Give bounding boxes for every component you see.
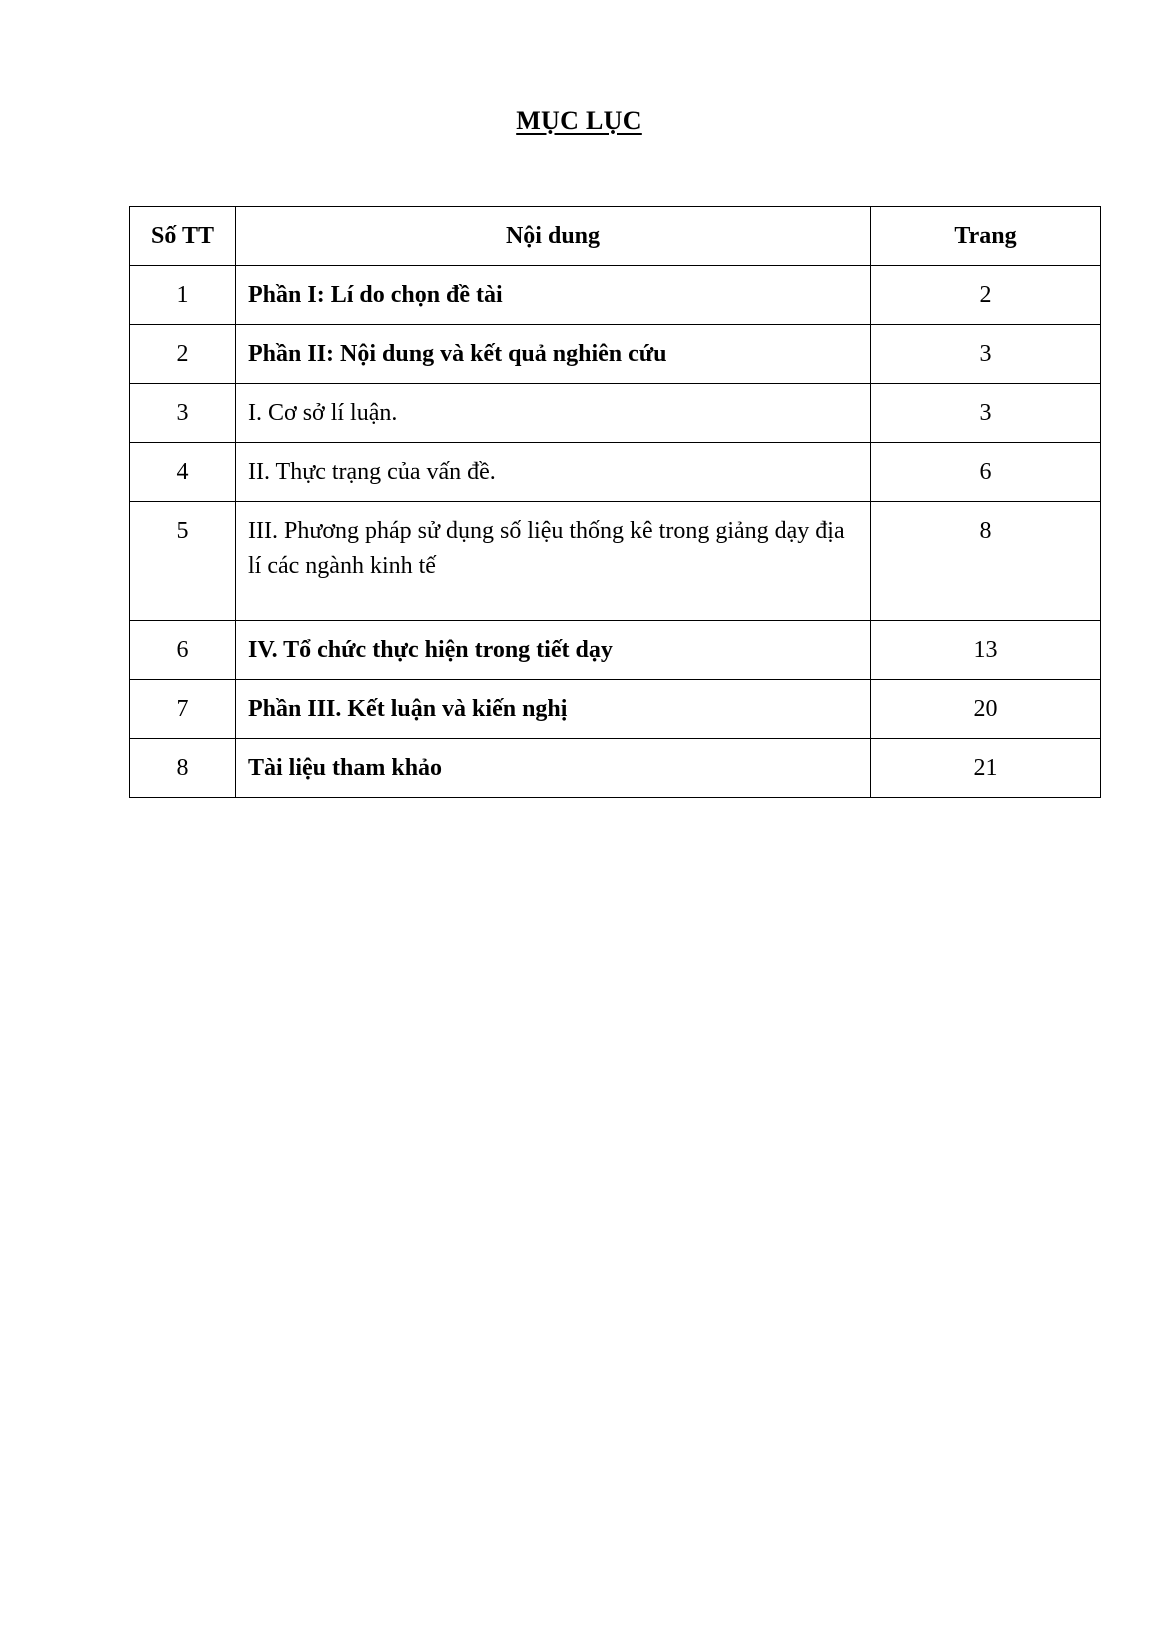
- table-row: [130, 266, 1101, 325]
- row-page: 13: [871, 621, 1101, 680]
- row-number: 1: [130, 266, 236, 325]
- row-content: II. Thực trạng của vấn đề.: [236, 443, 871, 502]
- row-content: Phần II: Nội dung và kết quả nghiên cứu: [236, 325, 871, 384]
- row-number: 7: [130, 680, 236, 739]
- row-page: 2: [871, 266, 1101, 325]
- row-page: 3: [871, 325, 1101, 384]
- table-row: [130, 443, 1101, 502]
- table-of-contents: [129, 206, 1101, 798]
- row-page: 21: [871, 739, 1101, 798]
- table-row: [130, 384, 1101, 443]
- row-number: 3: [130, 384, 236, 443]
- row-page: 20: [871, 680, 1101, 739]
- row-page: 8: [871, 502, 1101, 621]
- table-header-row: [130, 207, 1101, 266]
- row-content: Phần I: Lí do chọn đề tài: [236, 266, 871, 325]
- table-row: [130, 621, 1101, 680]
- table-row: [130, 325, 1101, 384]
- table-row: [130, 739, 1101, 798]
- header-page: Trang: [871, 207, 1101, 266]
- row-number: 5: [130, 502, 236, 621]
- header-number: Số TT: [130, 207, 236, 266]
- row-page: 6: [871, 443, 1101, 502]
- row-content: IV. Tổ chức thực hiện trong tiết dạy: [236, 621, 871, 680]
- header-content: Nội dung: [236, 207, 871, 266]
- row-content: Tài liệu tham khảo: [236, 739, 871, 798]
- row-content: Phần III. Kết luận và kiến nghị: [236, 680, 871, 739]
- row-content: I. Cơ sở lí luận.: [236, 384, 871, 443]
- row-page: 3: [871, 384, 1101, 443]
- page-title: MỤC LỤC: [516, 106, 642, 135]
- row-number: 6: [130, 621, 236, 680]
- row-number: 4: [130, 443, 236, 502]
- row-number: 8: [130, 739, 236, 798]
- table-row: [130, 680, 1101, 739]
- row-content: III. Phương pháp sử dụng số liệu thống kê trong giảng dạy địa lí các ngành kinh tế: [236, 502, 871, 621]
- row-number: 2: [130, 325, 236, 384]
- table-row: [130, 502, 1101, 621]
